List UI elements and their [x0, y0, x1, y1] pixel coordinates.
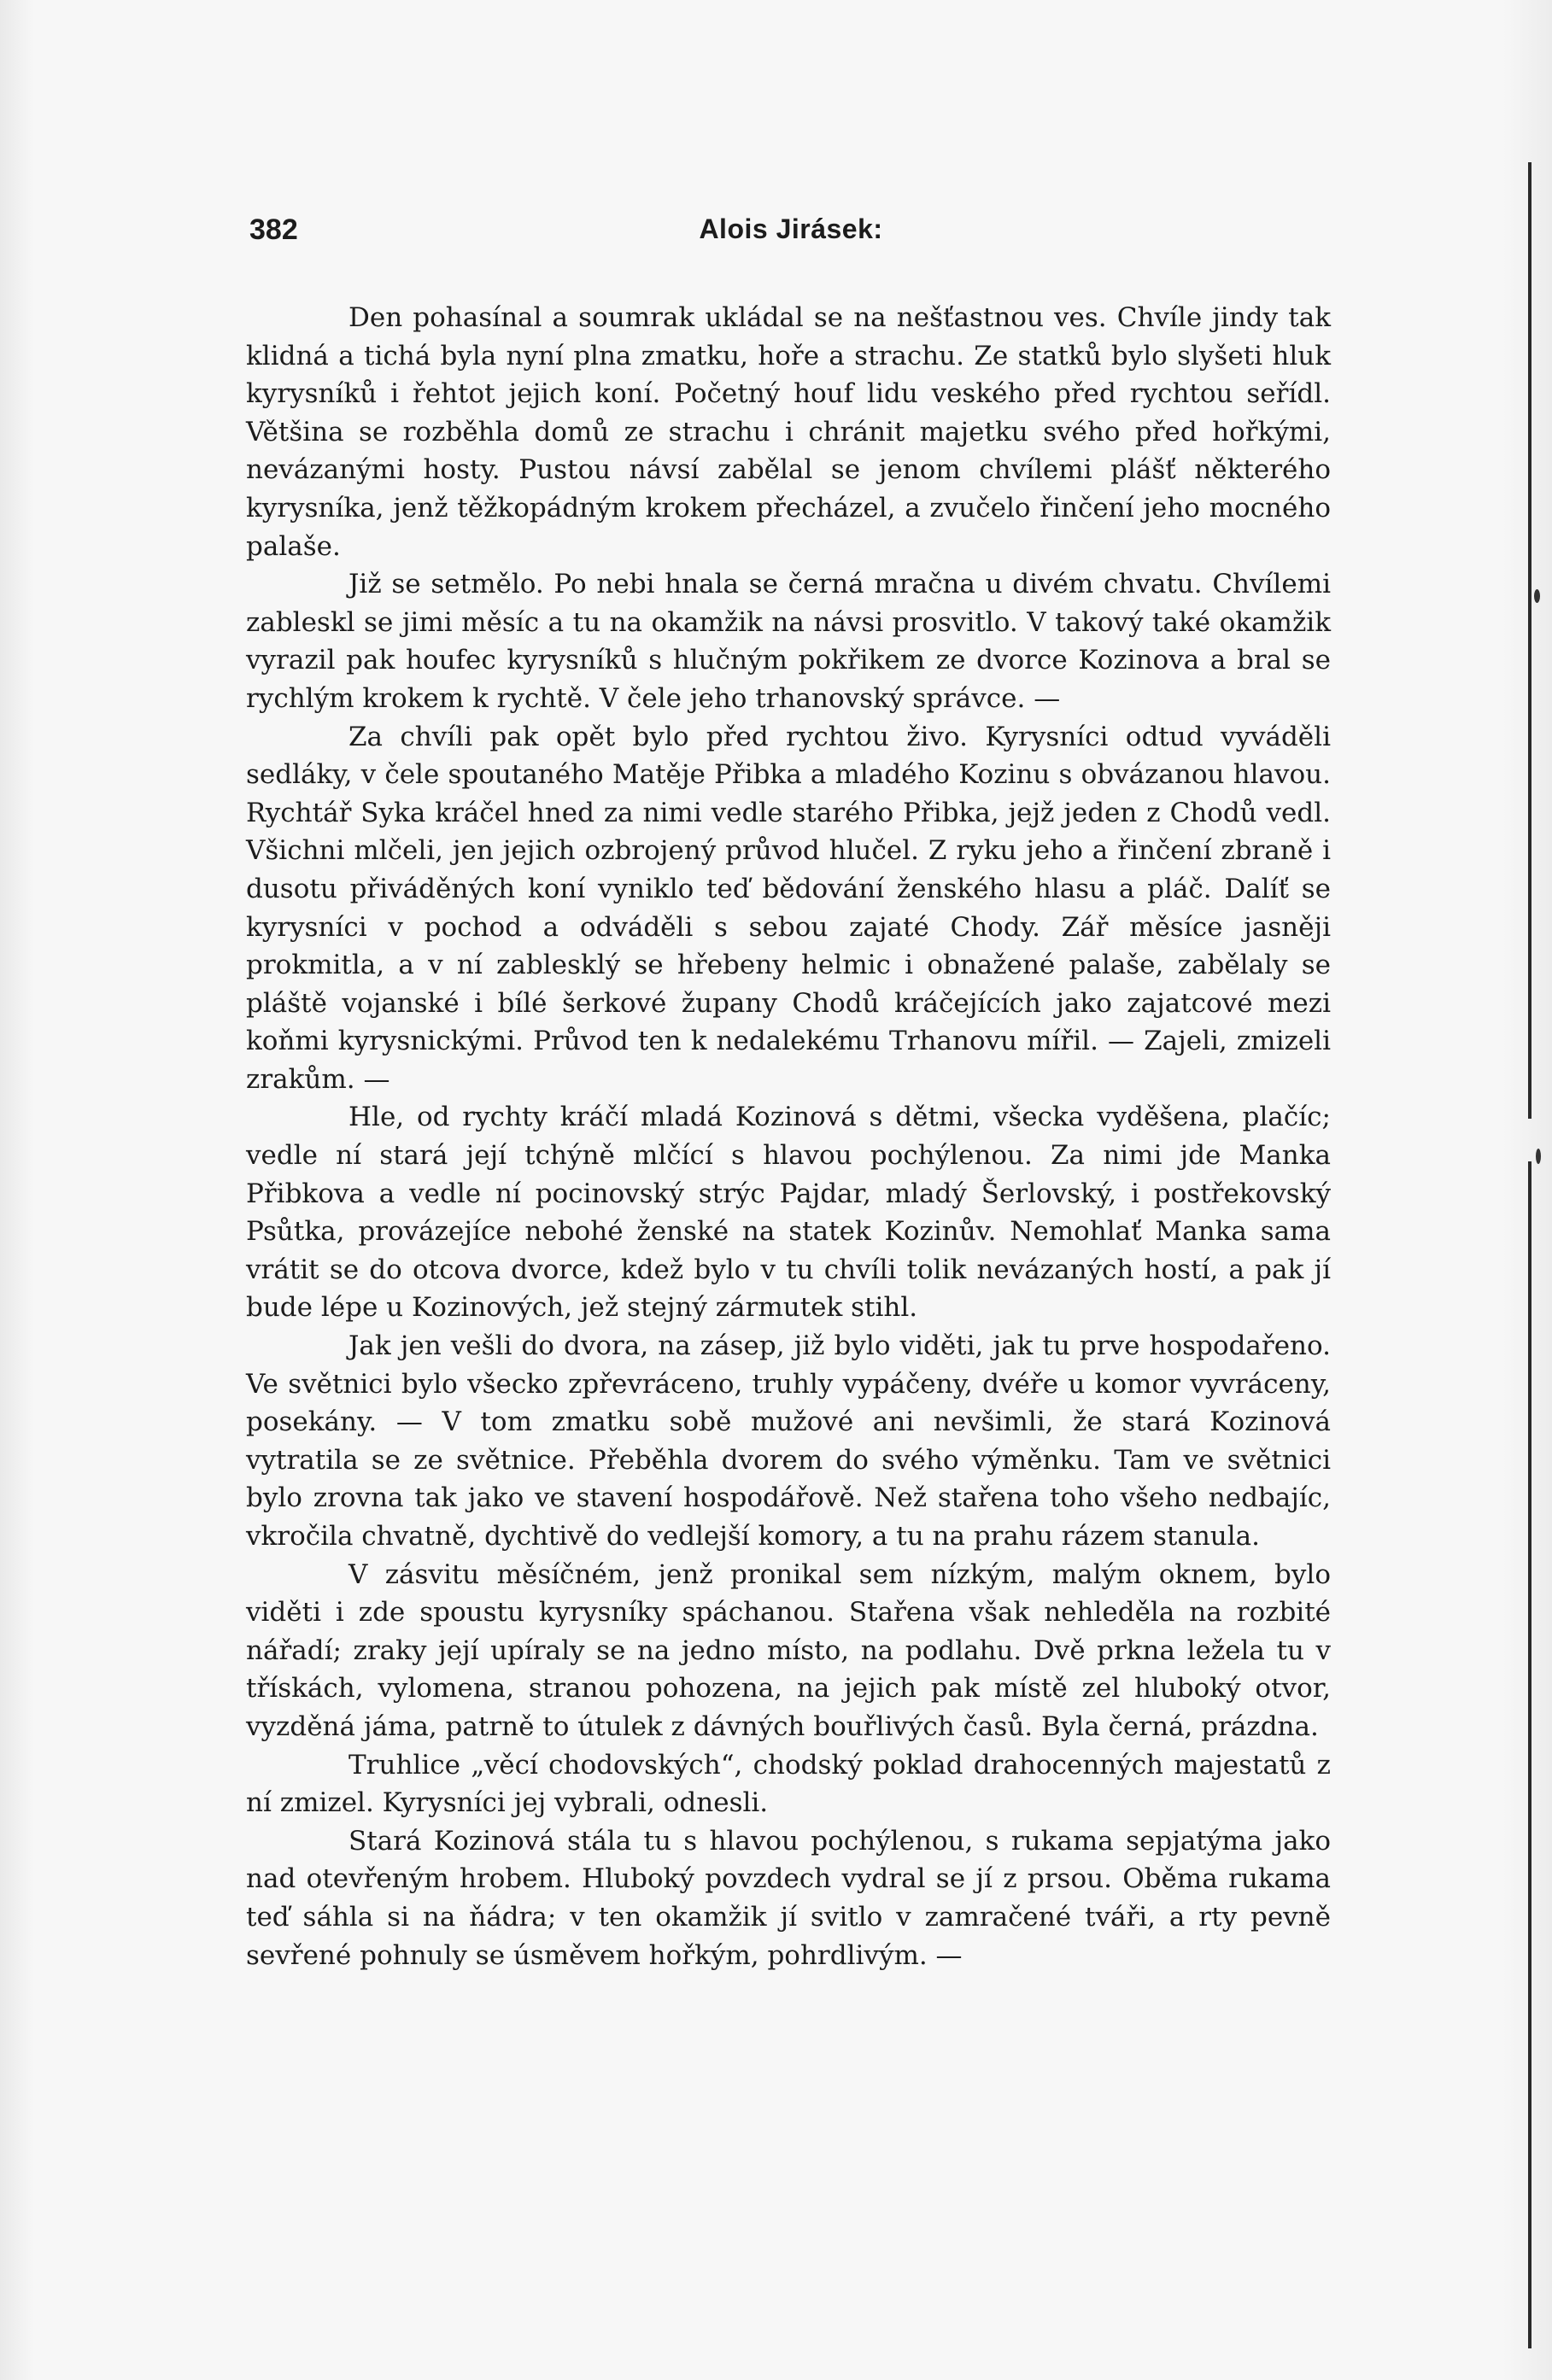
paragraph: Již se setmělo. Po nebi hnala se černá mračna u divém chvatu. Chvílemi zableskl se jimi měsíc a tu na okamžik na návsi prosvitlo. V takový také okamžik vyrazil pak houfec kyrysníků s hlučným pokřikem ze dvorce Kozinova a bral se rychlým krokem k rychtě. V čele jeho trhanovský správce. —	[246, 569, 1331, 714]
paragraph: Truhlice „věcí chodovských“, chodský poklad drahocenných majestatů z ní zmizel. Kyrysníci jej vybrali, odnesli.	[246, 1749, 1331, 1819]
page-number: 382	[249, 213, 298, 246]
page-header	[249, 213, 1332, 256]
body-text	[246, 299, 1331, 1974]
running-head: Alois Jirásek:	[699, 213, 883, 244]
paragraph: Hle, od rychty kráčí mladá Kozinová s dětmi, všecka vyděšena, plačíc; vedle ní stará její tchýně mlčící s hlavou pochýlenou. Za nimi jde Manka Přibkova a vedle ní pocinovský strýc Pajdar, mladý Šerlovský, i postřekovský Psůtka, provázejíce nebohé ženské na statek Kozinův. Nemohlať Manka sama vrátit se do otcova dvorce, kdež bylo v tu chvíli tolik nevázaných hostí, a pak jí bude lépe u Kozinových, jež stejný zármutek stihl.	[246, 1102, 1331, 1324]
page-edge-mark	[1528, 162, 1532, 1119]
paragraph: Stará Kozinová stála tu s hlavou pochýlenou, s rukama sepjatýma jako nad otevřeným hrobem. Hluboký povzdech vydral se jí z prsou. Oběma rukama teď sáhla si na ňádra; v ten okamžik jí svitlo v zamračené tváři, a rty pevně sevřené pohnuly se úsměvem hořkým, pohrdlivým. —	[246, 1825, 1331, 1971]
paragraph: Jak jen vešli do dvora, na zásep, již bylo viděti, jak tu prve hospodařeno. Ve světnici bylo všecko zpřevráceno, truhly vypáčeny, dvéře u komor vyvráceny, posekány. — V tom zmatku sobě mužové ani nevšimli, že stará Kozinová vytratila se ze světnice. Přeběhla dvorem do svého výměnku. Tam ve světnici bylo zrovna tak jako ve stavení hospodářově. Než stařena toho všeho nedbajíc, vkročila chvatně, dychtivě do vedlejší komory, a tu na prahu rázem stanula.	[246, 1330, 1331, 1552]
paragraph: Den pohasínal a soumrak ukládal se na nešťastnou ves. Chvíle jindy tak klidná a tichá byla nyní plna zmatku, hoře a strachu. Ze statků bylo slyšeti hluk kyrysníků i řehtot jejich koní. Početný houf lidu veského před rychtou seřídl. Většina se rozběhla domů ze strachu i chránit majetku svého před hořkými, nevázanými hosty. Pustou návsí zabělal se jenom chvílemi plášť některého kyrysníka, jenž těžkopádným krokem přecházel, a zvučelo řinčení jeho mocného palaše.	[246, 302, 1331, 562]
paragraph: V zásvitu měsíčném, jenž pronikal sem nízkým, malým oknem, bylo viděti i zde spoustu kyrysníky spáchanou. Stařena však nehleděla na rozbité nářadí; zraky její upíraly se na jedno místo, na podlahu. Dvě prkna ležela tu v třískách, vylomena, stranou pohozena, na jejich pak místě zel hluboký otvor, vyzděná jáma, patrně to útulek z dávných bouřlivých časů. Byla černá, prázdna.	[246, 1558, 1331, 1742]
scan-speck	[1534, 589, 1540, 603]
page-edge-mark	[1528, 1161, 1532, 2348]
paragraph: Za chvíli pak opět bylo před rychtou živo. Kyrysníci odtud vyváděli sedláky, v čele spoutaného Matěje Přibka a mladého Kozinu s obvázanou hlavou. Rychtář Syka kráčel hned za nimi vedle starého Přibka, jejž jeden z Chodů vedl. Všichni mlčeli, jen jejich ozbrojený průvod hlučel. Z ryku jeho a řinčení zbraně i dusotu přiváděných koní vyniklo teď bědování ženského hlasu a pláč. Dalíť se kyrysníci v pochod a odváděli s sebou zajaté Chody. Zář měsíce jasněji prokmitla, a v ní zablesklý se hřebeny helmic i obnažené palaše, zabělaly se pláště vojanské i bílé šerkové župany Chodů kráčejících jako zajatcové mezi koňmi kyrysnickými. Průvod ten k nedalekému Trhanovu mířil. — Zajeli, zmizeli zrakům. —	[246, 721, 1331, 1095]
scan-speck	[1536, 1149, 1541, 1164]
